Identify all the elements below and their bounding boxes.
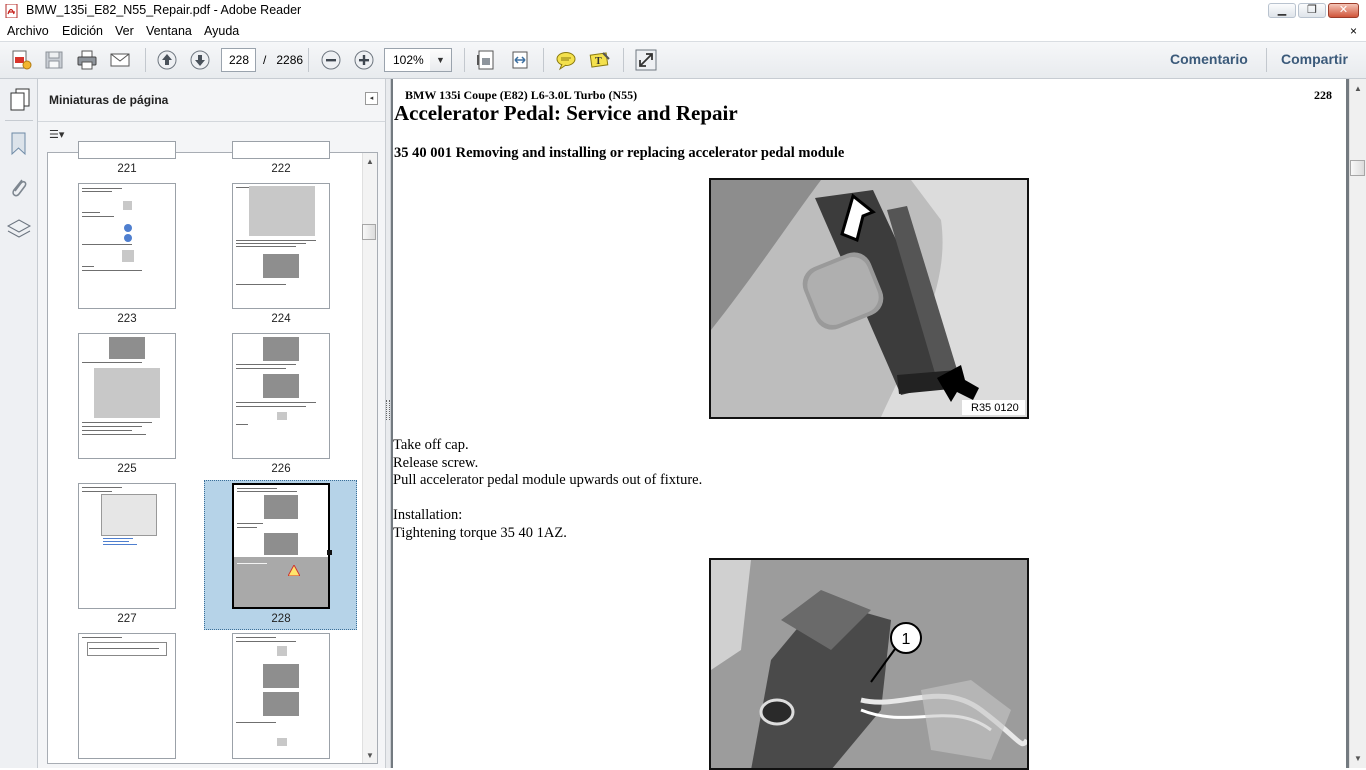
figure-pedal-connector <box>709 558 1029 770</box>
window-title: BMW_135i_E82_N55_Repair.pdf - Adobe Reader <box>26 3 302 17</box>
attachments-icon[interactable] <box>8 175 30 201</box>
thumbnail-page-221[interactable] <box>78 141 176 159</box>
document-title: Accelerator Pedal: Service and Repair <box>394 101 738 125</box>
document-scrollbar[interactable] <box>1349 79 1366 768</box>
toolbar-separator <box>1266 48 1267 72</box>
thumbnail-label: 223 <box>117 313 137 325</box>
next-page-icon[interactable] <box>189 49 211 71</box>
share-button[interactable]: Compartir <box>1281 51 1348 67</box>
bookmarks-icon[interactable] <box>8 131 30 157</box>
menu-ver[interactable]: Ver <box>115 24 134 38</box>
menu-archivo[interactable]: Archivo <box>7 24 49 38</box>
thumbnail-page-229[interactable] <box>78 633 176 759</box>
figure-code: R35 0120 <box>971 402 1019 414</box>
thumbnail-label: 222 <box>271 163 291 175</box>
zoom-dropdown-button[interactable]: ▼ <box>430 48 452 72</box>
email-icon[interactable] <box>109 49 131 71</box>
toolbar-separator <box>145 48 146 72</box>
step-text: Pull accelerator pedal module upwards out of fixture. <box>393 472 703 488</box>
step-text: Take off cap. <box>393 437 469 453</box>
fit-width-icon[interactable] <box>509 49 531 71</box>
thumbnail-page-224[interactable] <box>232 183 330 309</box>
adobe-reader-icon <box>5 4 19 18</box>
figure-accelerator-pedal <box>709 178 1029 419</box>
panel-divider <box>38 121 385 122</box>
sticky-note-icon[interactable] <box>555 49 577 71</box>
document-subtitle: 35 40 001 Removing and installing or replacing accelerator pedal module <box>394 145 845 161</box>
panel-title: Miniaturas de página <box>49 93 169 107</box>
print-icon[interactable] <box>76 49 98 71</box>
installation-heading: Installation: <box>393 507 463 523</box>
thumbnail-page-225[interactable] <box>78 333 176 459</box>
thumbnail-label: 227 <box>117 613 137 625</box>
scroll-up-arrow-icon[interactable]: ▲ <box>366 157 374 166</box>
toolbar-separator <box>543 48 544 72</box>
nav-divider <box>5 120 33 121</box>
close-window-button[interactable]: ✕ <box>1328 3 1359 18</box>
menu-edicion[interactable]: Edición <box>62 24 103 38</box>
svg-text:T: T <box>595 56 602 67</box>
thumbnail-label: 226 <box>271 463 291 475</box>
collapse-panel-button[interactable]: ◂ <box>365 92 378 105</box>
create-pdf-icon[interactable] <box>10 49 32 71</box>
step-text: Release screw. <box>393 455 479 471</box>
thumbnail-page-230[interactable] <box>232 633 330 759</box>
minimize-button[interactable]: ▁ <box>1268 3 1296 18</box>
document-scrollbar-thumb[interactable] <box>1350 160 1365 176</box>
thumbnail-page-222[interactable] <box>232 141 330 159</box>
thumbnail-options-button[interactable]: ☰▾ <box>49 129 65 141</box>
layers-icon[interactable] <box>6 216 32 242</box>
thumbnail-page-226[interactable] <box>232 333 330 459</box>
previous-page-icon[interactable] <box>156 49 178 71</box>
toolbar-separator <box>464 48 465 72</box>
comment-button[interactable]: Comentario <box>1170 51 1248 67</box>
thumbnail-label: 221 <box>117 163 137 175</box>
thumbnail-resize-handle[interactable] <box>327 550 332 555</box>
thumbnail-label: 225 <box>117 463 137 475</box>
total-pages-value: 2286 <box>276 53 304 67</box>
fit-page-icon[interactable] <box>475 49 497 71</box>
scroll-down-arrow-icon[interactable]: ▼ <box>366 751 374 760</box>
zoom-level-input[interactable]: 102% <box>384 48 431 72</box>
doc-scroll-up-arrow-icon[interactable]: ▲ <box>1354 84 1362 93</box>
thumbnail-label: 224 <box>271 313 291 325</box>
installation-text: Tightening torque 35 40 1AZ. <box>393 525 567 541</box>
thumbnail-label: 228 <box>271 613 291 625</box>
toolbar-separator <box>623 48 624 72</box>
thumbnail-scrollbar[interactable] <box>362 153 377 763</box>
save-icon[interactable] <box>43 49 65 71</box>
toolbar-separator <box>308 48 309 72</box>
figure-callout-1: 1 <box>901 631 911 648</box>
page-number-input[interactable]: 228 <box>221 48 256 72</box>
splitter-grip[interactable] <box>386 400 390 420</box>
zoom-in-icon[interactable] <box>353 49 375 71</box>
page-number: 228 <box>1314 88 1332 102</box>
running-header: BMW 135i Coupe (E82) L6-3.0L Turbo (N55) <box>405 88 638 102</box>
full-screen-icon[interactable] <box>635 49 657 71</box>
thumbnail-page-228[interactable] <box>232 483 330 609</box>
zoom-out-icon[interactable] <box>320 49 342 71</box>
thumbnail-page-227[interactable] <box>78 483 176 609</box>
page-separator: / <box>263 53 267 67</box>
thumbnail-scrollbar-thumb[interactable] <box>362 224 376 240</box>
menu-ayuda[interactable]: Ayuda <box>204 24 240 38</box>
thumbnail-page-223[interactable] <box>78 183 176 309</box>
page-thumbnails-icon[interactable] <box>8 87 32 113</box>
total-pages <box>263 53 303 67</box>
highlight-text-icon[interactable] <box>589 49 611 71</box>
close-document-button[interactable]: × <box>1350 24 1358 38</box>
maximize-button[interactable]: ❐ <box>1298 3 1326 18</box>
doc-scroll-down-arrow-icon[interactable]: ▼ <box>1354 754 1362 763</box>
menu-ventana[interactable]: Ventana <box>146 24 192 38</box>
